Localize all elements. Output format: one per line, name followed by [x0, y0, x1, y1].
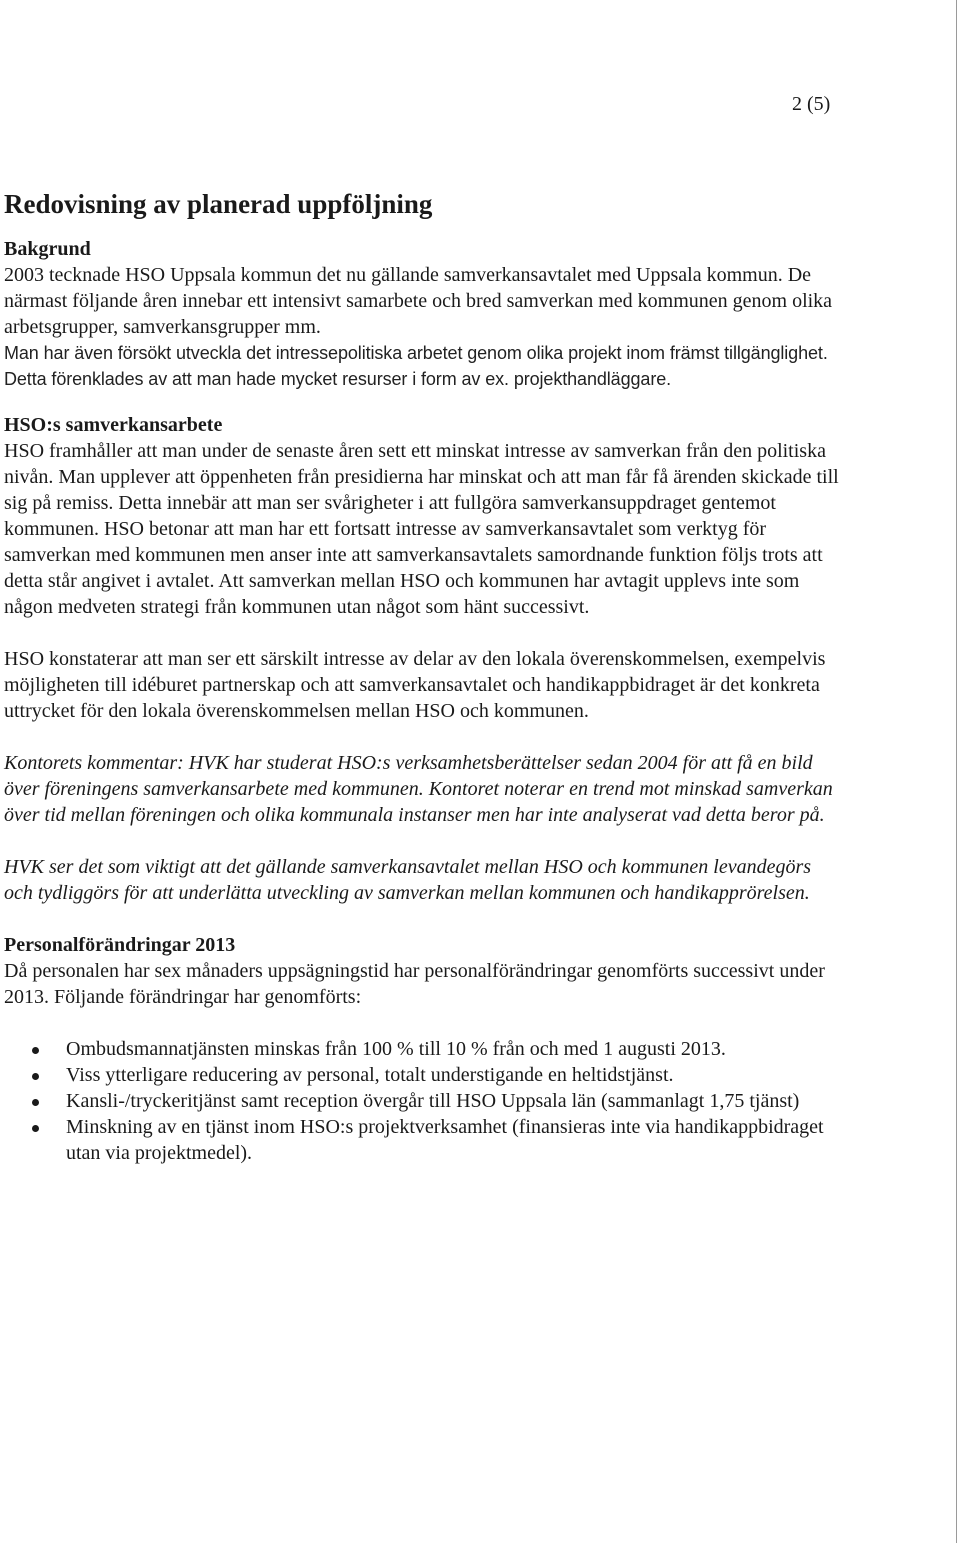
paragraph-bakgrund-sans: Man har även försökt utveckla det intressepolitiska arbetet genom olika projekt inom främst tillgänglighet.	[4, 343, 828, 363]
list-item	[66, 1114, 844, 1166]
paragraph-samverkan-1: HSO framhåller att man under de senaste åren sett ett minskat intresse av samverkan från den politiska nivån. Man upplever att öppenheten från presidierna har minskat och att man får få ärenden skickade till sig på remiss. Detta innebär att man ser svårigheter i att fullgöra samverkansuppdraget gentemot kommunen. HSO betonar att man har ett fortsatt intresse av samverkansavtalet som verktyg för samverkan med kommunen men anser inte att samverkansavtalets samordnande funktion följs trots att detta står angivet i avtalet. Att samverkan mellan HSO och kommunen har avtagit upplevs inte som någon medveten strategi från kommunen utan något som hänt successivt.	[4, 440, 839, 618]
list-item-text: Kansli-/tryckeritjänst samt reception övergår till HSO Uppsala län (sammanlagt 1,75 tjänst)	[66, 1090, 800, 1112]
list-item-text: Minskning av en tjänst inom HSO:s projektverksamhet (finansieras inte via handikappbidraget utan via projektmedel).	[66, 1116, 824, 1164]
paragraph-bakgrund-tail: Detta förenklades av att man hade mycket resurser i form av ex. projekthandläggare.	[4, 369, 672, 389]
page-edge-line	[956, 0, 957, 1543]
bullet-list-personal	[4, 1036, 844, 1166]
list-item	[66, 1088, 844, 1114]
bullet-icon	[32, 1073, 39, 1080]
section-heading-bakgrund: Bakgrund	[4, 238, 91, 260]
paragraph-personal-intro: Då personalen har sex månaders uppsägningstid har personalförändringar genomförts successivt under 2013. Följande förändringar har genomförts:	[4, 960, 825, 1008]
paragraph-bakgrund-2	[4, 340, 844, 392]
section-personalforandringar	[4, 932, 844, 1166]
bullet-icon	[32, 1047, 39, 1054]
list-item	[66, 1062, 844, 1088]
paragraph-kontorets-kommentar: Kontorets kommentar: HVK har studerat HSO:s verksamhetsberättelser sedan 2004 för att få en bild över föreningens samverkansarbete med kommunen. Kontoret noterar en trend mot minskad samverkan över tid mellan föreningen och olika kommunala instanser men har inte analyserat vad detta beror på.	[4, 752, 833, 826]
page-number: 2 (5)	[792, 93, 831, 115]
section-heading-samverkan: HSO:s samverkansarbete	[4, 414, 223, 436]
paragraph-bakgrund-serif: 2003 tecknade HSO Uppsala kommun det nu gällande samverkansavtalet med Uppsala kommun. De närmast följande åren innebar ett intensivt samarbete och bred samverkan med kommunen genom olika arbetsgrupper, samverkansgrupper mm.	[4, 264, 833, 338]
bullet-icon	[32, 1099, 39, 1106]
list-item-text: Ombudsmannatjänsten minskas från 100 % till 10 % från och med 1 augusti 2013.	[66, 1038, 726, 1060]
list-item-text: Viss ytterligare reducering av personal, totalt understigande en heltidstjänst.	[66, 1064, 674, 1086]
paragraph-hvk-kommentar: HVK ser det som viktigt att det gällande samverkansavtalet mellan HSO och kommunen levandegörs och tydliggörs för att underlätta utveckling av samverkan mellan kommunen och handikapprörelsen.	[4, 856, 812, 904]
list-item	[66, 1036, 844, 1062]
paragraph-bakgrund-1	[4, 262, 844, 340]
bullet-icon	[32, 1125, 39, 1132]
paragraph-samverkan-2: HSO konstaterar att man ser ett särskilt intresse av delar av den lokala överenskommelsen, exempelvis möjligheten till idéburet partnerskap och att samverkansavtalet och handikappbidraget är det konkreta uttrycket för den lokala överenskommelsen mellan HSO och kommunen.	[4, 648, 826, 722]
section-heading-personal: Personalförändringar 2013	[4, 934, 236, 956]
document-title: Redovisning av planerad uppföljning	[4, 189, 433, 219]
section-samverkansarbete	[4, 412, 844, 906]
section-bakgrund	[4, 236, 844, 392]
document-body	[4, 186, 844, 1166]
